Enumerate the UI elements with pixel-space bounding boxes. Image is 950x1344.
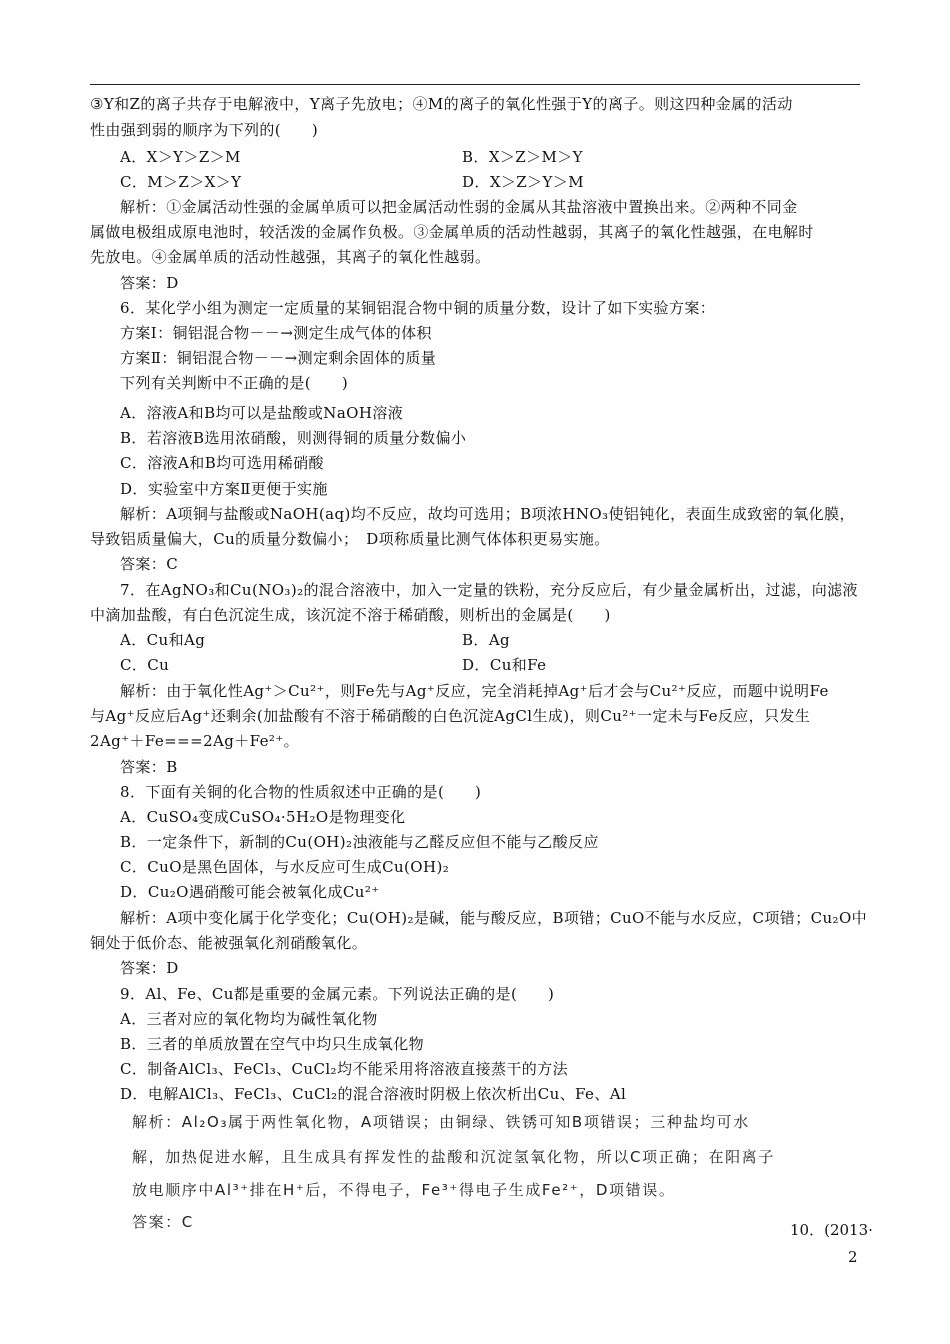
text-line: A．CuSO₄变成CuSO₄·5H₂O是物理变化: [120, 808, 406, 826]
scanned-answer-line: 解，加热促进水解，且生成具有挥发性的盐酸和沉淀氢氧化物，所以C项正确；在阳离子: [132, 1148, 775, 1166]
text-line: 解析：①金属活动性强的金属单质可以把金属活动性弱的金属从其盐溶液中置换出来。②两种不同金: [120, 198, 798, 216]
text-line: 中滴加盐酸，有白色沉淀生成，该沉淀不溶于稀硝酸，则析出的金属是( ): [90, 606, 611, 624]
text-line: 性由强到弱的顺序为下列的( ): [90, 121, 319, 139]
text-line: D．实验室中方案Ⅱ更便于实施: [120, 480, 328, 498]
text-line: 解析：A项铜与盐酸或NaOH(aq)均不反应，故均可选用；B项浓HNO₃使铝钝化，表面生成致密的氧化膜，: [120, 505, 855, 523]
text-line: 2Ag⁺＋Fe===2Ag＋Fe²⁺。: [90, 732, 300, 750]
scanned-answer-line: 解析：Al₂O₃属于两性氧化物，A项错误；由铜绿、铁锈可知B项错误；三种盐均可水: [132, 1113, 750, 1131]
text-line: 8．下面有关铜的化合物的性质叙述中正确的是( ): [120, 783, 482, 801]
text-line: 答案：C: [120, 555, 179, 573]
text-line: A．溶液A和B均可以是盐酸或NaOH溶液: [120, 404, 404, 422]
text-line: 解析：由于氧化性Ag⁺＞Cu²⁺，则Fe先与Ag⁺反应，完全消耗掉Ag⁺后才会与Cu²⁺反应，而题中说明Fe: [120, 682, 829, 700]
text-line: C．制备AlCl₃、FeCl₃、CuCl₂均不能采用将溶液直接蒸干的方法: [120, 1060, 568, 1078]
text-line: B．一定条件下，新制的Cu(OH)₂浊液能与乙醛反应但不能与乙酸反应: [120, 833, 599, 851]
text-line: 铜处于低价态、能被强氧化剂硝酸氧化。: [90, 934, 368, 952]
text-line: 答案：B: [120, 758, 178, 776]
text-line: C．CuO是黑色固体，与水反应可生成Cu(OH)₂: [120, 858, 450, 876]
text-line: ③Y和Z的离子共存于电解液中，Y离子先放电；④M的离子的氧化性强于Y的离子。则这四种金属的活动: [90, 95, 793, 113]
text-line: 下列有关判断中不正确的是( ): [120, 374, 349, 392]
text-line: C．Cu: [120, 656, 170, 674]
text-line: 方案Ⅱ：铜铝混合物－－→测定剩余固体的质量: [120, 349, 437, 367]
text-line: B．若溶液B选用浓硝酸，则测得铜的质量分数偏小: [120, 429, 467, 447]
text-line: 方案Ⅰ：铜铝混合物－－→测定生成气体的体积: [120, 324, 432, 342]
text-line: 先放电。④金属单质的活动性越强，其离子的氧化性越弱。: [90, 248, 491, 266]
text-line: 答案：D: [120, 959, 179, 977]
header-rule: [90, 84, 860, 85]
text-line: D．Cu₂O遇硝酸可能会被氧化成Cu²⁺: [120, 883, 380, 901]
text-line: C．M＞Z＞X＞Y: [120, 173, 242, 191]
text-line: B．X＞Z＞M＞Y: [462, 148, 583, 166]
next-question-fragment: 10．(2013·: [790, 1221, 873, 1239]
text-line: B．Ag: [462, 631, 511, 649]
text-line: C．溶液A和B均可选用稀硝酸: [120, 454, 324, 472]
text-line: 6．某化学小组为测定一定质量的某铜铝混合物中铜的质量分数，设计了如下实验方案：: [120, 299, 716, 317]
text-line: A．Cu和Ag: [120, 631, 206, 649]
text-line: B．三者的单质放置在空气中均只生成氧化物: [120, 1035, 425, 1053]
text-line: 答案：D: [120, 274, 179, 292]
page-number: 2: [848, 1248, 858, 1266]
text-line: D．X＞Z＞Y＞M: [462, 173, 584, 191]
text-line: A．X＞Y＞Z＞M: [120, 148, 241, 166]
text-line: 导致铝质量偏大，Cu的质量分数偏小； D项称质量比测气体体积更易实施。: [90, 530, 610, 548]
scanned-answer-line: 答案：C: [132, 1213, 194, 1231]
text-line: 7．在AgNO₃和Cu(NO₃)₂的混合溶液中，加入一定量的铁粉，充分反应后，有少量金属析出，过滤，向滤液: [120, 581, 858, 599]
text-line: D．Cu和Fe: [462, 656, 547, 674]
text-line: 属做电极组成原电池时，较活泼的金属作负极。③金属单质的活动性越弱，其离子的氧化性越强，在电解时: [90, 223, 814, 241]
text-line: 9．Al、Fe、Cu都是重要的金属元素。下列说法正确的是( ): [120, 985, 555, 1003]
text-line: A．三者对应的氧化物均为碱性氧化物: [120, 1010, 378, 1028]
scanned-answer-line: 放电顺序中Al³⁺排在H⁺后，不得电子，Fe³⁺得电子生成Fe²⁺，D项错误。: [132, 1181, 676, 1199]
text-line: 与Ag⁺反应后Ag⁺还剩余(加盐酸有不溶于稀硝酸的白色沉淀AgCl生成)，则Cu²⁺一定未与Fe反应，只发生: [90, 707, 811, 725]
text-line: 解析：A项中变化属于化学变化；Cu(OH)₂是碱，能与酸反应，B项错；CuO不能与水反应，C项错；Cu₂O中: [120, 909, 868, 927]
text-line: D．电解AlCl₃、FeCl₃、CuCl₂的混合溶液时阴极上依次析出Cu、Fe、Al: [120, 1085, 627, 1103]
